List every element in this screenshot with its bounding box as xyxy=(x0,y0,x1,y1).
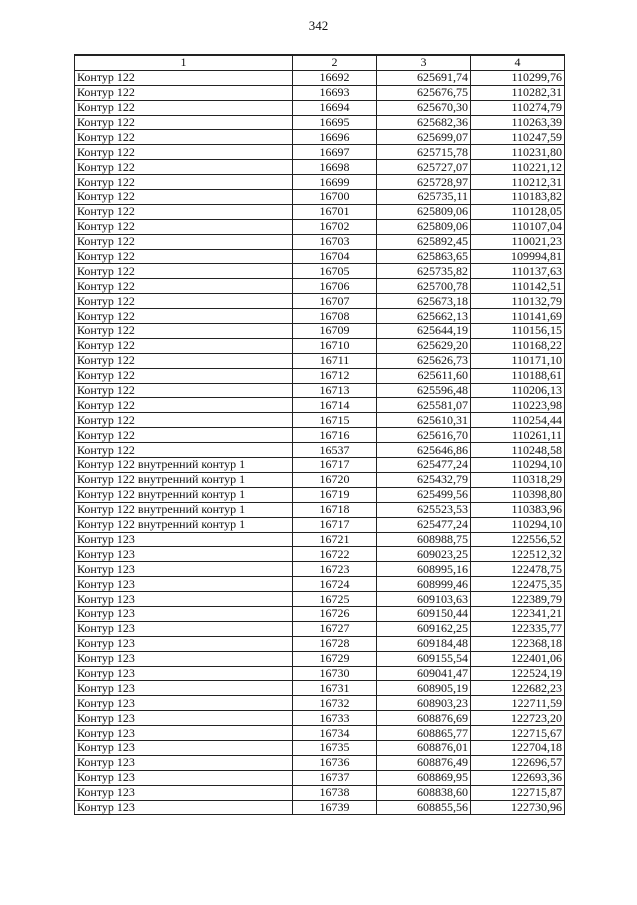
cell-contour-name: Контур 122 xyxy=(75,219,293,234)
table-body xyxy=(75,70,565,815)
cell-contour-name: Контур 122 xyxy=(75,353,293,368)
cell-contour-name: Контур 123 xyxy=(75,711,293,726)
cell-point-number: 16732 xyxy=(293,696,377,711)
table-row xyxy=(75,428,565,443)
cell-coord-x: 608876,01 xyxy=(377,740,471,755)
cell-point-number: 16715 xyxy=(293,413,377,428)
cell-contour-name: Контур 122 xyxy=(75,279,293,294)
table-row xyxy=(75,517,565,532)
cell-point-number: 16693 xyxy=(293,85,377,100)
cell-contour-name: Контур 123 xyxy=(75,651,293,666)
cell-contour-name: Контур 122 xyxy=(75,324,293,339)
cell-coord-y: 110247,59 xyxy=(471,130,565,145)
cell-coord-x: 608876,49 xyxy=(377,755,471,770)
cell-coord-y: 110142,51 xyxy=(471,279,565,294)
page-number: 342 xyxy=(308,18,329,33)
cell-contour-name: Контур 123 xyxy=(75,740,293,755)
cell-point-number: 16716 xyxy=(293,428,377,443)
cell-point-number: 16737 xyxy=(293,770,377,785)
cell-coord-y: 110294,10 xyxy=(471,517,565,532)
table-row xyxy=(75,70,565,85)
cell-point-number: 16735 xyxy=(293,740,377,755)
cell-point-number: 16695 xyxy=(293,115,377,130)
cell-coord-x: 608865,77 xyxy=(377,726,471,741)
cell-contour-name: Контур 122 xyxy=(75,204,293,219)
table-row xyxy=(75,309,565,324)
cell-point-number: 16712 xyxy=(293,368,377,383)
cell-point-number: 16726 xyxy=(293,606,377,621)
cell-coord-y: 122715,87 xyxy=(471,785,565,800)
cell-contour-name: Контур 123 xyxy=(75,547,293,562)
cell-coord-x: 625699,07 xyxy=(377,130,471,145)
cell-contour-name: Контур 123 xyxy=(75,532,293,547)
cell-coord-x: 625626,73 xyxy=(377,353,471,368)
cell-contour-name: Контур 122 xyxy=(75,294,293,309)
cell-point-number: 16702 xyxy=(293,219,377,234)
cell-point-number: 16733 xyxy=(293,711,377,726)
cell-coord-x: 625432,79 xyxy=(377,472,471,487)
table-row xyxy=(75,443,565,458)
cell-coord-y: 122401,06 xyxy=(471,651,565,666)
cell-coord-x: 608995,16 xyxy=(377,562,471,577)
table-row xyxy=(75,279,565,294)
cell-point-number: 16727 xyxy=(293,621,377,636)
table-row xyxy=(75,726,565,741)
cell-contour-name: Контур 122 xyxy=(75,70,293,85)
cell-contour-name: Контур 123 xyxy=(75,785,293,800)
table-row xyxy=(75,785,565,800)
cell-contour-name: Контур 123 xyxy=(75,621,293,636)
cell-contour-name: Контур 123 xyxy=(75,577,293,592)
table-row xyxy=(75,130,565,145)
cell-contour-name: Контур 122 xyxy=(75,85,293,100)
table-row xyxy=(75,324,565,339)
cell-coord-x: 625727,07 xyxy=(377,160,471,175)
cell-point-number: 16707 xyxy=(293,294,377,309)
cell-point-number: 16719 xyxy=(293,487,377,502)
cell-coord-y: 122341,21 xyxy=(471,606,565,621)
cell-coord-x: 625610,31 xyxy=(377,413,471,428)
table-row xyxy=(75,100,565,115)
cell-point-number: 16697 xyxy=(293,145,377,160)
cell-coord-y: 122704,18 xyxy=(471,740,565,755)
table-row xyxy=(75,160,565,175)
cell-contour-name: Контур 122 xyxy=(75,130,293,145)
cell-point-number: 16537 xyxy=(293,443,377,458)
cell-coord-x: 625809,06 xyxy=(377,204,471,219)
cell-contour-name: Контур 123 xyxy=(75,755,293,770)
cell-coord-y: 110282,31 xyxy=(471,85,565,100)
cell-coord-y: 122335,77 xyxy=(471,621,565,636)
cell-coord-x: 608869,95 xyxy=(377,770,471,785)
cell-point-number: 16723 xyxy=(293,562,377,577)
header-col-3: 3 xyxy=(377,55,471,70)
cell-coord-y: 109994,81 xyxy=(471,249,565,264)
table-row xyxy=(75,85,565,100)
table-row xyxy=(75,651,565,666)
table-row xyxy=(75,204,565,219)
cell-coord-y: 110212,31 xyxy=(471,175,565,190)
cell-coord-x: 625629,20 xyxy=(377,338,471,353)
table-row xyxy=(75,755,565,770)
cell-point-number: 16699 xyxy=(293,175,377,190)
cell-coord-x: 625735,82 xyxy=(377,264,471,279)
cell-point-number: 16713 xyxy=(293,383,377,398)
cell-contour-name: Контур 122 xyxy=(75,175,293,190)
cell-coord-x: 609184,48 xyxy=(377,636,471,651)
cell-coord-x: 609023,25 xyxy=(377,547,471,562)
cell-contour-name: Контур 123 xyxy=(75,666,293,681)
table-row xyxy=(75,115,565,130)
cell-coord-x: 625646,86 xyxy=(377,443,471,458)
cell-coord-y: 110171,10 xyxy=(471,353,565,368)
table-header-row xyxy=(75,55,565,70)
cell-coord-x: 625676,75 xyxy=(377,85,471,100)
cell-point-number: 16736 xyxy=(293,755,377,770)
cell-contour-name: Контур 122 xyxy=(75,249,293,264)
cell-coord-y: 110021,23 xyxy=(471,234,565,249)
table-row xyxy=(75,472,565,487)
cell-coord-y: 122730,96 xyxy=(471,800,565,815)
table-row xyxy=(75,502,565,517)
cell-coord-x: 625809,06 xyxy=(377,219,471,234)
table-row xyxy=(75,294,565,309)
cell-coord-y: 110223,98 xyxy=(471,398,565,413)
cell-coord-x: 608855,56 xyxy=(377,800,471,815)
table-row xyxy=(75,190,565,205)
cell-coord-x: 608905,19 xyxy=(377,681,471,696)
table-row xyxy=(75,577,565,592)
cell-coord-y: 122693,36 xyxy=(471,770,565,785)
table-row xyxy=(75,666,565,681)
cell-coord-y: 110156,15 xyxy=(471,324,565,339)
cell-coord-x: 609150,44 xyxy=(377,606,471,621)
cell-point-number: 16694 xyxy=(293,100,377,115)
cell-coord-y: 122475,35 xyxy=(471,577,565,592)
cell-point-number: 16725 xyxy=(293,592,377,607)
cell-contour-name: Контур 122 xyxy=(75,368,293,383)
table-row xyxy=(75,338,565,353)
cell-coord-y: 110137,63 xyxy=(471,264,565,279)
table-row xyxy=(75,547,565,562)
cell-coord-y: 110261,11 xyxy=(471,428,565,443)
table-row xyxy=(75,592,565,607)
cell-coord-y: 122556,52 xyxy=(471,532,565,547)
cell-contour-name: Контур 123 xyxy=(75,696,293,711)
table-row xyxy=(75,487,565,502)
table-row xyxy=(75,383,565,398)
cell-coord-x: 625691,74 xyxy=(377,70,471,85)
table-row xyxy=(75,219,565,234)
cell-contour-name: Контур 123 xyxy=(75,592,293,607)
cell-contour-name: Контур 122 внутренний контур 1 xyxy=(75,517,293,532)
cell-coord-x: 625863,65 xyxy=(377,249,471,264)
table-row xyxy=(75,606,565,621)
cell-contour-name: Контур 122 xyxy=(75,428,293,443)
table-row xyxy=(75,711,565,726)
cell-contour-name: Контур 122 внутренний контур 1 xyxy=(75,487,293,502)
cell-point-number: 16720 xyxy=(293,472,377,487)
cell-coord-y: 110183,82 xyxy=(471,190,565,205)
header-col-4: 4 xyxy=(471,55,565,70)
cell-point-number: 16728 xyxy=(293,636,377,651)
cell-contour-name: Контур 122 xyxy=(75,443,293,458)
cell-contour-name: Контур 122 xyxy=(75,100,293,115)
cell-contour-name: Контур 122 xyxy=(75,338,293,353)
cell-contour-name: Контур 122 xyxy=(75,383,293,398)
cell-coord-y: 110168,22 xyxy=(471,338,565,353)
cell-contour-name: Контур 122 внутренний контур 1 xyxy=(75,502,293,517)
header-col-1: 1 xyxy=(75,55,293,70)
cell-coord-y: 110294,10 xyxy=(471,458,565,473)
coordinates-table xyxy=(74,54,565,815)
cell-contour-name: Контур 123 xyxy=(75,726,293,741)
cell-point-number: 16710 xyxy=(293,338,377,353)
cell-point-number: 16739 xyxy=(293,800,377,815)
table-row xyxy=(75,353,565,368)
cell-point-number: 16698 xyxy=(293,160,377,175)
cell-contour-name: Контур 122 внутренний контур 1 xyxy=(75,472,293,487)
cell-point-number: 16709 xyxy=(293,324,377,339)
cell-coord-x: 608876,69 xyxy=(377,711,471,726)
header-col-2: 2 xyxy=(293,55,377,70)
cell-coord-x: 608903,23 xyxy=(377,696,471,711)
cell-coord-x: 625728,97 xyxy=(377,175,471,190)
cell-contour-name: Контур 123 xyxy=(75,606,293,621)
cell-coord-x: 625700,78 xyxy=(377,279,471,294)
cell-coord-y: 110132,79 xyxy=(471,294,565,309)
cell-point-number: 16701 xyxy=(293,204,377,219)
cell-point-number: 16704 xyxy=(293,249,377,264)
cell-contour-name: Контур 122 xyxy=(75,309,293,324)
cell-contour-name: Контур 122 xyxy=(75,145,293,160)
cell-contour-name: Контур 123 xyxy=(75,636,293,651)
cell-contour-name: Контур 122 xyxy=(75,398,293,413)
cell-coord-x: 609041,47 xyxy=(377,666,471,681)
cell-coord-y: 110299,76 xyxy=(471,70,565,85)
cell-coord-y: 110318,29 xyxy=(471,472,565,487)
cell-point-number: 16718 xyxy=(293,502,377,517)
cell-coord-y: 122368,18 xyxy=(471,636,565,651)
table-row xyxy=(75,740,565,755)
table-row xyxy=(75,532,565,547)
cell-coord-y: 110188,61 xyxy=(471,368,565,383)
cell-coord-x: 625477,24 xyxy=(377,458,471,473)
cell-coord-y: 110383,96 xyxy=(471,502,565,517)
table-row xyxy=(75,398,565,413)
cell-coord-x: 609162,25 xyxy=(377,621,471,636)
cell-point-number: 16722 xyxy=(293,547,377,562)
cell-coord-x: 625673,18 xyxy=(377,294,471,309)
cell-coord-x: 625892,45 xyxy=(377,234,471,249)
cell-coord-y: 122723,20 xyxy=(471,711,565,726)
cell-coord-y: 122512,32 xyxy=(471,547,565,562)
cell-coord-y: 122524,19 xyxy=(471,666,565,681)
cell-point-number: 16700 xyxy=(293,190,377,205)
cell-coord-x: 609155,54 xyxy=(377,651,471,666)
cell-point-number: 16738 xyxy=(293,785,377,800)
table-row xyxy=(75,636,565,651)
cell-coord-x: 625611,60 xyxy=(377,368,471,383)
cell-contour-name: Контур 122 xyxy=(75,190,293,205)
cell-coord-y: 122715,67 xyxy=(471,726,565,741)
table-row xyxy=(75,621,565,636)
cell-coord-y: 110221,12 xyxy=(471,160,565,175)
cell-coord-x: 625477,24 xyxy=(377,517,471,532)
cell-coord-y: 110248,58 xyxy=(471,443,565,458)
cell-coord-x: 625523,53 xyxy=(377,502,471,517)
cell-point-number: 16706 xyxy=(293,279,377,294)
cell-point-number: 16730 xyxy=(293,666,377,681)
cell-contour-name: Контур 122 xyxy=(75,413,293,428)
cell-coord-x: 625682,36 xyxy=(377,115,471,130)
cell-coord-x: 625644,19 xyxy=(377,324,471,339)
cell-coord-y: 110254,44 xyxy=(471,413,565,428)
cell-coord-x: 625596,48 xyxy=(377,383,471,398)
table-row xyxy=(75,368,565,383)
cell-point-number: 16731 xyxy=(293,681,377,696)
cell-contour-name: Контур 123 xyxy=(75,562,293,577)
cell-coord-y: 110263,39 xyxy=(471,115,565,130)
cell-coord-x: 609103,63 xyxy=(377,592,471,607)
cell-contour-name: Контур 123 xyxy=(75,681,293,696)
cell-contour-name: Контур 123 xyxy=(75,800,293,815)
table-row xyxy=(75,681,565,696)
cell-contour-name: Контур 122 xyxy=(75,160,293,175)
cell-contour-name: Контур 122 xyxy=(75,115,293,130)
cell-coord-y: 110398,80 xyxy=(471,487,565,502)
cell-coord-x: 625581,07 xyxy=(377,398,471,413)
table-row xyxy=(75,800,565,815)
cell-coord-y: 110141,69 xyxy=(471,309,565,324)
cell-coord-y: 110274,79 xyxy=(471,100,565,115)
cell-coord-x: 608999,46 xyxy=(377,577,471,592)
cell-coord-x: 608988,75 xyxy=(377,532,471,547)
cell-contour-name: Контур 122 внутренний контур 1 xyxy=(75,458,293,473)
cell-point-number: 16717 xyxy=(293,517,377,532)
cell-coord-y: 122682,23 xyxy=(471,681,565,696)
cell-coord-x: 625735,11 xyxy=(377,190,471,205)
cell-coord-y: 122696,57 xyxy=(471,755,565,770)
cell-coord-x: 625499,56 xyxy=(377,487,471,502)
table-row xyxy=(75,458,565,473)
cell-coord-y: 122478,75 xyxy=(471,562,565,577)
cell-point-number: 16703 xyxy=(293,234,377,249)
cell-coord-y: 122389,79 xyxy=(471,592,565,607)
table-row xyxy=(75,264,565,279)
table-row xyxy=(75,249,565,264)
cell-point-number: 16721 xyxy=(293,532,377,547)
cell-coord-y: 110128,05 xyxy=(471,204,565,219)
cell-contour-name: Контур 122 xyxy=(75,264,293,279)
cell-coord-y: 122711,59 xyxy=(471,696,565,711)
cell-contour-name: Контур 122 xyxy=(75,234,293,249)
cell-coord-x: 608838,60 xyxy=(377,785,471,800)
cell-contour-name: Контур 123 xyxy=(75,770,293,785)
cell-point-number: 16714 xyxy=(293,398,377,413)
cell-coord-y: 110107,04 xyxy=(471,219,565,234)
cell-point-number: 16734 xyxy=(293,726,377,741)
cell-coord-x: 625670,30 xyxy=(377,100,471,115)
cell-coord-x: 625715,78 xyxy=(377,145,471,160)
cell-point-number: 16708 xyxy=(293,309,377,324)
cell-point-number: 16729 xyxy=(293,651,377,666)
cell-point-number: 16724 xyxy=(293,577,377,592)
cell-coord-x: 625662,13 xyxy=(377,309,471,324)
cell-point-number: 16711 xyxy=(293,353,377,368)
table-row xyxy=(75,175,565,190)
cell-coord-y: 110206,13 xyxy=(471,383,565,398)
cell-coord-x: 625616,70 xyxy=(377,428,471,443)
table-row xyxy=(75,770,565,785)
cell-point-number: 16696 xyxy=(293,130,377,145)
cell-point-number: 16692 xyxy=(293,70,377,85)
table-row xyxy=(75,234,565,249)
table-row xyxy=(75,696,565,711)
cell-point-number: 16717 xyxy=(293,458,377,473)
table-row xyxy=(75,145,565,160)
table-row xyxy=(75,413,565,428)
cell-point-number: 16705 xyxy=(293,264,377,279)
cell-coord-y: 110231,80 xyxy=(471,145,565,160)
table-row xyxy=(75,562,565,577)
